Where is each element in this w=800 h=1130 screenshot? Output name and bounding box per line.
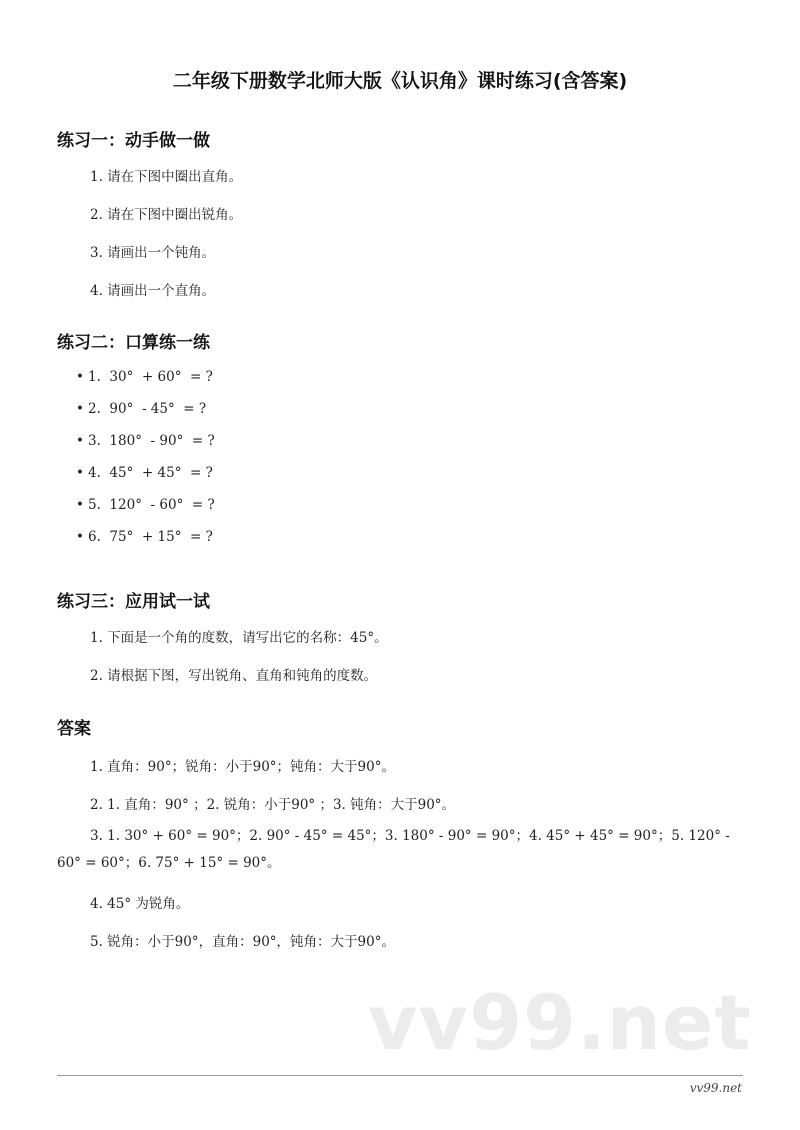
- section-heading-3: 练习三：应用试一试: [57, 592, 210, 612]
- list-item: 4. 请画出一个直角。: [90, 283, 216, 299]
- bullet-item: • 4. 45° + 45° = ?: [76, 465, 213, 481]
- footer-text: vv99.net: [689, 1081, 742, 1095]
- document-title: 二年级下册数学北师大版《认识角》课时练习(含答案): [172, 70, 628, 92]
- list-item: 2. 请根据下图，写出锐角、直角和钝角的度数。: [90, 668, 378, 684]
- bullet-item: • 1. 30° + 60° = ?: [76, 369, 213, 385]
- list-item: 1. 请在下图中圈出直角。: [90, 169, 243, 185]
- answer-item: 5. 锐角：小于90°，直角：90°，钝角：大于90°。: [90, 934, 395, 950]
- list-item: 2. 请在下图中圈出锐角。: [90, 207, 243, 223]
- answers-heading: 答案: [57, 719, 91, 739]
- list-item: 3. 请画出一个钝角。: [90, 245, 216, 261]
- section-heading-2: 练习二：口算练一练: [57, 333, 210, 353]
- bullet-item: • 2. 90° - 45° = ?: [76, 401, 206, 417]
- answer-item: 4. 45° 为锐角。: [90, 896, 190, 912]
- answer-item: 3. 1. 30° + 60° = 90°；2. 90° - 45° = 45°；3. 180° - 90° = 90°；4. 45° + 45° = 90°；5. 120° - 60° = 60°；6. 75° + 15° = 90°。: [57, 828, 730, 871]
- bullet-item: • 3. 180° - 90° = ?: [76, 433, 215, 449]
- footer-divider: [57, 1075, 743, 1076]
- section-heading-1: 练习一：动手做一做: [57, 131, 210, 151]
- watermark: vv99.net: [368, 978, 752, 1067]
- bullet-item: • 6. 75° + 15° = ?: [76, 529, 213, 545]
- answer-item: 2. 1. 直角：90° ；2. 锐角：小于90° ；3. 钝角：大于90°。: [90, 797, 456, 813]
- list-item: 1. 下面是一个角的度数，请写出它的名称：45°。: [90, 630, 388, 646]
- answer-item: 1. 直角：90°；锐角：小于90°；钝角：大于90°。: [90, 759, 395, 775]
- bullet-item: • 5. 120° - 60° = ?: [76, 497, 215, 513]
